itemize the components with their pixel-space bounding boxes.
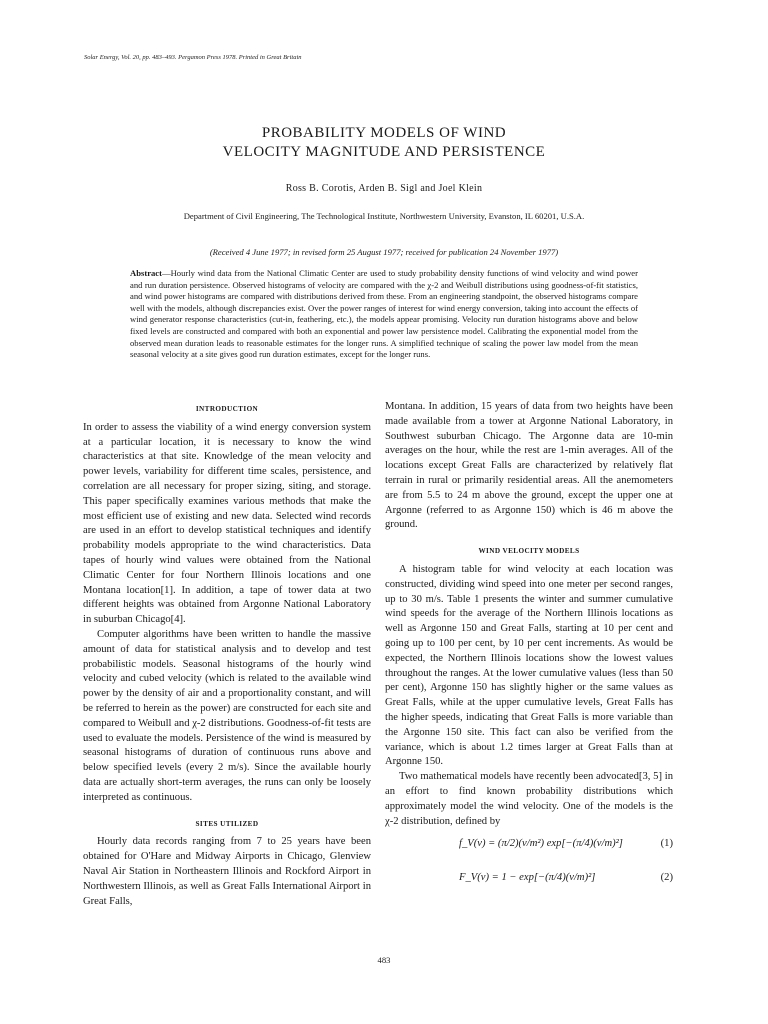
sites-paragraph-continued: Montana. In addition, 15 years of data from two heights have been made available from a tower at Argonne National Laboratory, in Southwest suburban Chicago. The Argonne data are 10-min averages on the hour, while the rest are 1-min averages. All of the locations except Great Falls are characterized by relatively flat terrain in rural or primarily residential areas. All the anemometers are from 5.5 to 24 m above the ground, except the upper one at Argonne (referred to as Argonne 150) which is 46 m above the ground. <box>385 401 673 531</box>
title-line-2: VELOCITY MAGNITUDE AND PERSISTENCE <box>222 144 546 160</box>
equation-2 <box>385 863 673 897</box>
paper-title <box>0 124 768 162</box>
equation-1 <box>385 829 673 863</box>
page-number: 483 <box>377 955 391 965</box>
models-paragraph-1: A histogram table for wind velocity at each location was constructed, dividing wind speed into one meter per second ranges, up to 30 m/s. Table 1 presents the winter and summer cumulative wind speeds for the average of the Northern Illinois locations as well as Argonne 150 and Great Falls, starting at 10 per cent and going up to 100 per cent, by 10 per cent increments. As would be expected, the Northern Illinois locations show the lowest values throughout the ranges. At the lower cumulative values (less than 50 per cent), Argonne 150 has slightly higher or the same values as Great Falls, while at the upper cumulative levels, Great Falls has the higher speeds, indicating that Great Falls is more variable than the Argonne 150 site. This fact can also be verified from the variance, which is about 1.2 times larger at Great Falls than at Argonne 150. <box>385 563 673 768</box>
intro-paragraph-1: In order to assess the viability of a wind energy conversion system at a particular location, it is necessary to know the wind characteristics at that site. Knowledge of the mean velocity and power levels, variability for different time scales, persistence, and correlation are all necessary for proper sizing, siting, and storage. This paper specifically examines various methods that make the most efficient use of existing and new data. Selected wind records are used in an effort to develop statistical techniques and identify probability models appropriate to the wind characteristics. Data tapes of hourly wind values were obtained from the National Climatic Center for four Northern Illinois locations and one Montana location[1]. In addition, a tape of tower data at two different heights was obtained from Argonne National Laboratory in suburban Chicago[4]. <box>83 421 371 626</box>
sites-paragraph-1: Hourly data records ranging from 7 to 25 years have been obtained for O'Hare and Midway Airports in Chicago, Glenview Naval Air Station in Northeastern Illinois and Rockford Airport in Northwestern Illinois, as well as Great Falls International Airport in Great Falls, <box>83 836 371 907</box>
equation-2-number: (2) <box>660 872 673 884</box>
models-paragraph-2: Two mathematical models have recently been advocated[3, 5] in an effort to find known probability distributions which approximately model the wind velocity. One of the models is the χ-2 distribution, defined by <box>385 771 673 827</box>
equation-1-expression: f_V(v) = (π/2)(v/m²) exp[−(π/4)(v/m)²] <box>459 838 623 850</box>
heading-sites-utilized: SITES UTILIZED <box>195 819 259 828</box>
heading-introduction: INTRODUCTION <box>195 405 259 413</box>
right-column <box>385 400 673 897</box>
heading-wind-velocity-models: WIND VELOCITY MODELS <box>478 547 580 556</box>
authors: Ross B. Corotis, Arden B. Sigl and Joel Klein <box>285 183 483 194</box>
intro-paragraph-2: Computer algorithms have been written to handle the massive amount of data for statistical analysis and to develop and test probabilistic models. Seasonal histograms of the hourly wind velocity and cubed velocity (which is related to the available wind power by the density of air and a proportionality constant, and will be referred to herein as the power) are constructed for each site and compared to Weibull and χ-2 distributions. Goodness-of-fit tests are used to evaluate the models. Persistence of the wind is measured by seasonal histograms of duration of continuous runs above and below specified levels (every 2 m/s). Since the available hourly data are actually short-term averages, the runs can only be loosely interpreted as continuous. <box>83 628 371 803</box>
abstract-text: —Hourly wind data from the National Climatic Center are used to study probability density functions of wind velocity and wind power and run duration persistence. Observed histograms of velocity are compared with the χ-2 and Weibull distributions using goodness-of-fit statistics, and wind power histograms are compared with distributions derived from these. From an engineering standpoint, the observed histograms compare well with the models, although discrepancies exist. Over the power ranges of interest for wind energy conversion, taking into account the effects of wind generator response characteristics (cut-in, feathering, etc.), the models appear promising. Velocity run duration histograms above and below fixed levels are constructed and compared with both an exponential and power law persistence model. Calibrating the exponential model from the observed mean duration leads to reasonable estimates for the longer runs. A simplified technique of scaling the power law model from the mean seasonal velocity at a site gives good run duration estimates, except for the longer runs. <box>130 268 638 360</box>
title-line-1: PROBABILITY MODELS OF WIND <box>261 125 507 141</box>
abstract <box>130 268 638 361</box>
equation-1-number: (1) <box>660 838 673 850</box>
left-column <box>83 400 371 909</box>
affiliation: Department of Civil Engineering, The Technological Institute, Northwestern University, Evanston, IL 60201, U.S.A. <box>183 211 585 221</box>
abstract-lead: Abstract <box>130 268 162 278</box>
received-dates: (Received 4 June 1977; in revised form 25 August 1977; received for publication 24 November 1977) <box>209 247 559 257</box>
equation-2-expression: F_V(v) = 1 − exp[−(π/4)(v/m)²] <box>459 872 596 884</box>
journal-citation: Solar Energy, Vol. 20, pp. 483–493. Pergamon Press 1978. Printed in Great Britain <box>84 54 302 61</box>
